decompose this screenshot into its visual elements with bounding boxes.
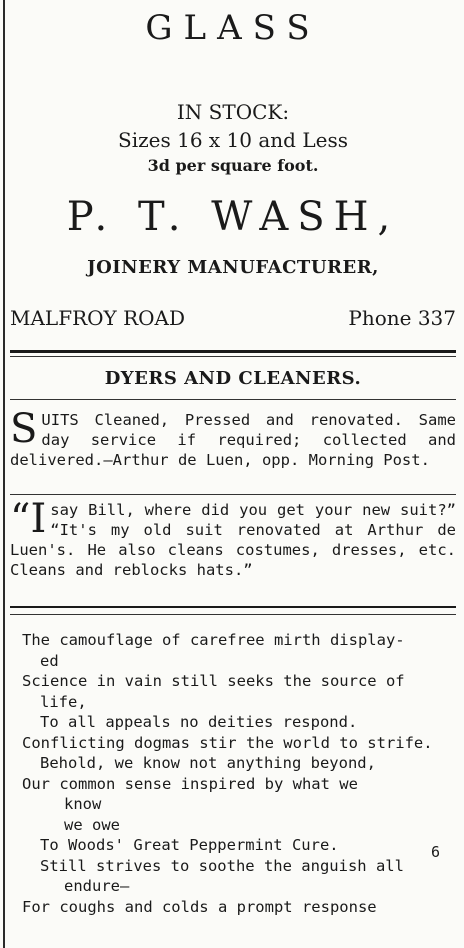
poem-line: ed <box>40 651 59 670</box>
poem-line: Still strives to soothe the anguish all <box>40 856 404 875</box>
dyers-paragraph-2 <box>10 496 456 580</box>
poem-rule-thin <box>10 614 456 615</box>
poem-line: Science in vain still seeks the source of <box>22 672 405 690</box>
in-stock-line: IN STOCK: <box>176 100 290 124</box>
poem-line: know <box>64 795 102 813</box>
poem <box>22 630 433 917</box>
glass-ad-title: GLASS <box>145 8 321 48</box>
poem-line: The camouflage of carefree mirth display- <box>22 631 405 649</box>
poem-line: To Woods' Great Peppermint Cure. <box>40 836 339 854</box>
poem-line: Our common sense inspired by what we <box>22 774 358 793</box>
poem-line: life, <box>40 692 87 711</box>
price-line: 3d per square foot. <box>147 156 319 175</box>
trade-line: JOINERY MANUFACTURER, <box>87 257 379 278</box>
paragraph-1-text: UITS Cleaned, Pressed and renovated. Same day service if required; collected and delivered.—Arthur de Luen, opp. Morning Post. <box>10 411 456 469</box>
sizes-line: Sizes 16 x 10 and Less <box>118 128 348 152</box>
poem-line: endure— <box>64 877 130 895</box>
address-row <box>10 306 456 330</box>
phone: Phone 337 <box>348 306 456 330</box>
poem-number: 6 <box>430 843 440 861</box>
section-rule-thin <box>10 356 456 357</box>
section-rule-heavy <box>10 350 456 353</box>
company-name: P. T. WASH, <box>66 194 400 240</box>
dyers-heading: DYERS AND CLEANERS. <box>104 368 362 389</box>
poem-rule-heavy <box>10 606 456 608</box>
poem-line: we owe <box>64 815 120 834</box>
address: MALFROY ROAD <box>10 306 186 330</box>
dropcap-s: S <box>10 406 38 452</box>
poem-line: For coughs and colds a prompt response <box>22 897 377 916</box>
heading-rule <box>10 399 456 400</box>
poem-line: Behold, we know not anything beyond, <box>40 754 376 772</box>
dyers-paragraph-1 <box>10 406 456 470</box>
dropcap-i: “I <box>10 496 47 542</box>
poem-line: Conflicting dogmas stir the world to strife. <box>22 733 433 752</box>
paragraph-2-text: say Bill, where did you get your new suit?” “It's my old suit renovated at Arthur de Luen's. He also cleans costumes, dresses, etc. Cleans and reblocks hats.” <box>10 501 456 579</box>
paragraph-rule <box>10 494 456 495</box>
poem-line: To all appeals no deities respond. <box>40 713 358 731</box>
left-column-rule <box>3 0 5 948</box>
